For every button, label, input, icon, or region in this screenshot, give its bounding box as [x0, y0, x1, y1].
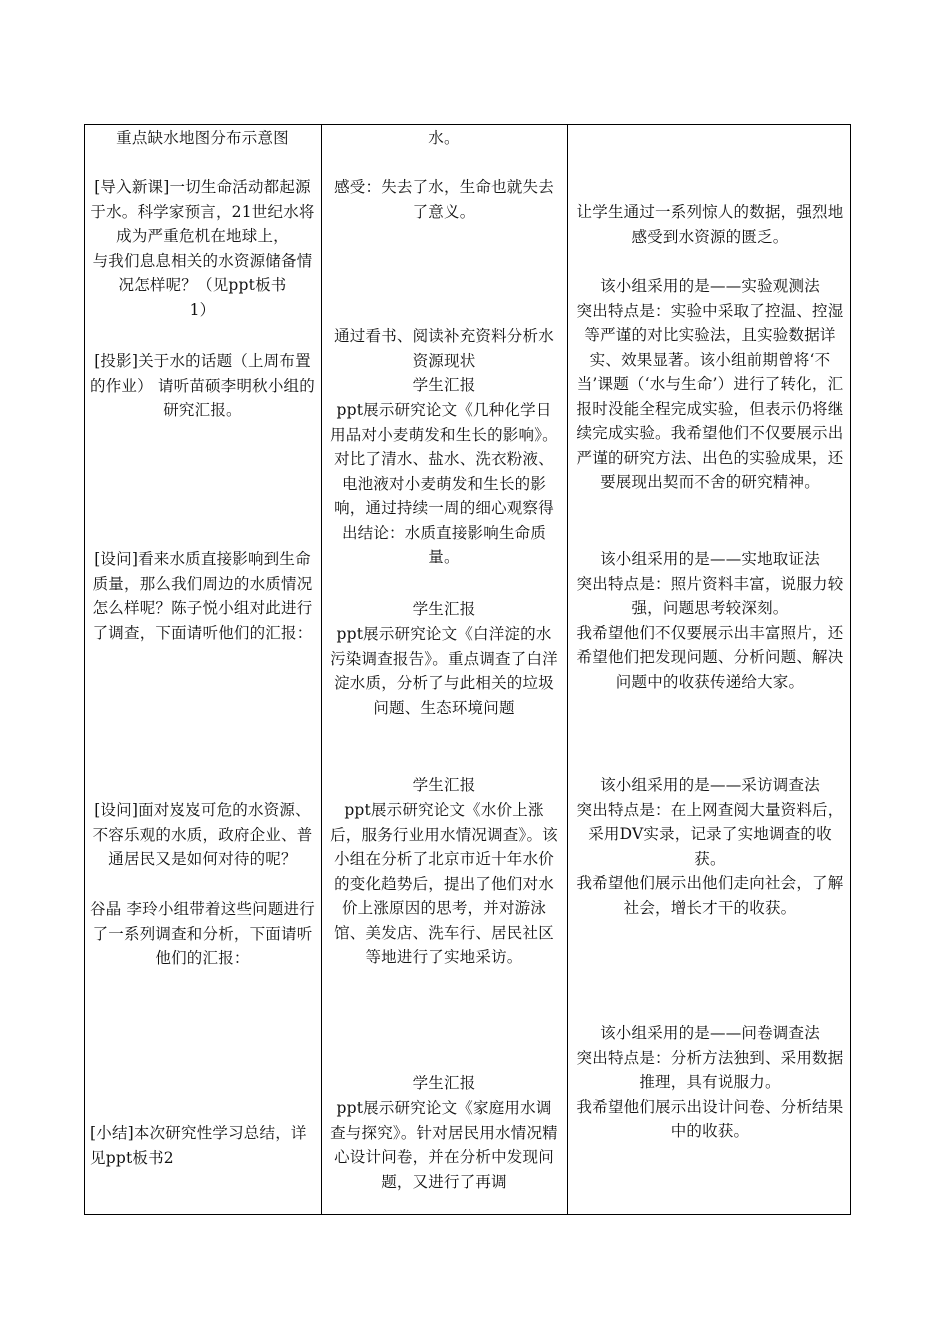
group2-comment: 该小组采用的是——实地取证法 突出特点是：照片资料丰富，说服力较强，问题思考较深刻。 我希望他们不仅要展示出丰富照片，还希望他们把发现问题、分析问题、解决问题中的收获传递给大家。: [576, 550, 844, 691]
question1-paragraph: [设问]看来水质直接影响到生命质量，那么我们周边的水质情况怎么样呢？陈子悦小组对此进行了调查，下面请听他们的汇报：: [92, 550, 313, 642]
report1-paragraph: ppt展示研究论文《几种化学日用品对小麦萌发和生长的影响》。对比了清水、盐水、洗衣粉液、电池液对小麦萌发和生长的影响，通过持续一周的细心观察得出结论：水质直接影响生命质量。: [330, 401, 558, 566]
column-divider-2: [567, 125, 568, 1214]
water-fragment: 水。: [428, 129, 460, 147]
intent-paragraph: 让学生通过一系列惊人的数据，强烈地感受到水资源的匮乏。: [576, 203, 844, 246]
group3-comment: 该小组采用的是——采访调查法 突出特点是：在上网查阅大量资料后，采用DV实录，记录了实地调查的收获。 我希望他们展示出他们走向社会，了解社会，增长才干的收获。: [576, 776, 844, 917]
column-divider-1: [321, 125, 322, 1214]
report4-paragraph: ppt展示研究论文《家庭用水调查与探究》。针对居民用水情况精心设计问卷，并在分析中发现问题，又进行了再调: [330, 1099, 558, 1191]
group1-comment: 该小组采用的是——实验观测法 突出特点是：实验中采取了控温、控湿等严谨的对比实验法，且实验数据详实、效果显著。该小组前期曾将‘不当’课题（‘水与生命’）进行了转化，汇报时没能全程完成实验，但表示仍将继续完成实验。我希望他们不仅要展示出严谨的研究方法、出色的实验成果，还要展现出契而不舍的研究精神。: [576, 277, 844, 491]
intro-paragraph: [导入新课]一切生命活动都起源于水。科学家预言，21世纪水将成为严重危机在地球上， 与我们息息相关的水资源储备情况怎样呢？（见ppt板书 1）: [90, 178, 315, 319]
map-caption: 重点缺水地图分布示意图: [116, 129, 289, 147]
report1-heading: 学生汇报: [412, 376, 476, 394]
report3-paragraph: ppt展示研究论文《水价上涨后，服务行业用水情况调查》。该小组在分析了北京市近十年水价的变化趋势后，提出了他们对水价上涨原因的思考，并对游泳馆、美发店、洗车行、居民社区等地进行了实地采访。: [330, 801, 558, 966]
report2-paragraph: ppt展示研究论文《白洋淀的水污染调查报告》。重点调查了白洋淀水质，分析了与此相关的垃圾问题、生态环境问题: [330, 625, 558, 717]
question2-paragraph: [设问]面对岌岌可危的水资源、不容乐观的水质，政府企业、普通居民又是如何对待的呢？: [92, 801, 313, 868]
report3-heading: 学生汇报: [412, 776, 476, 794]
feeling-paragraph: 感受：失去了水，生命也就失去了意义。: [334, 178, 554, 221]
question2-followup: 谷晶 李玲小组带着这些问题进行了一系列调查和分析，下面请听他们的汇报：: [90, 900, 315, 967]
analysis-paragraph: 通过看书、阅读补充资料分析水资源现状: [334, 327, 554, 370]
group4-comment: 该小组采用的是——问卷调查法 突出特点是：分析方法独到、采用数据推理，具有说服力。 我希望他们展示出设计问卷、分析结果中的收获。: [576, 1024, 844, 1140]
summary-paragraph: [小结]本次研究性学习总结，详见ppt板书2: [90, 1124, 307, 1167]
projection-paragraph: [投影]关于水的话题（上周布置的作业） 请听苗硕李明秋小组的研究汇报。: [90, 352, 315, 419]
report4-heading: 学生汇报: [412, 1074, 476, 1092]
report2-heading: 学生汇报: [412, 600, 476, 618]
